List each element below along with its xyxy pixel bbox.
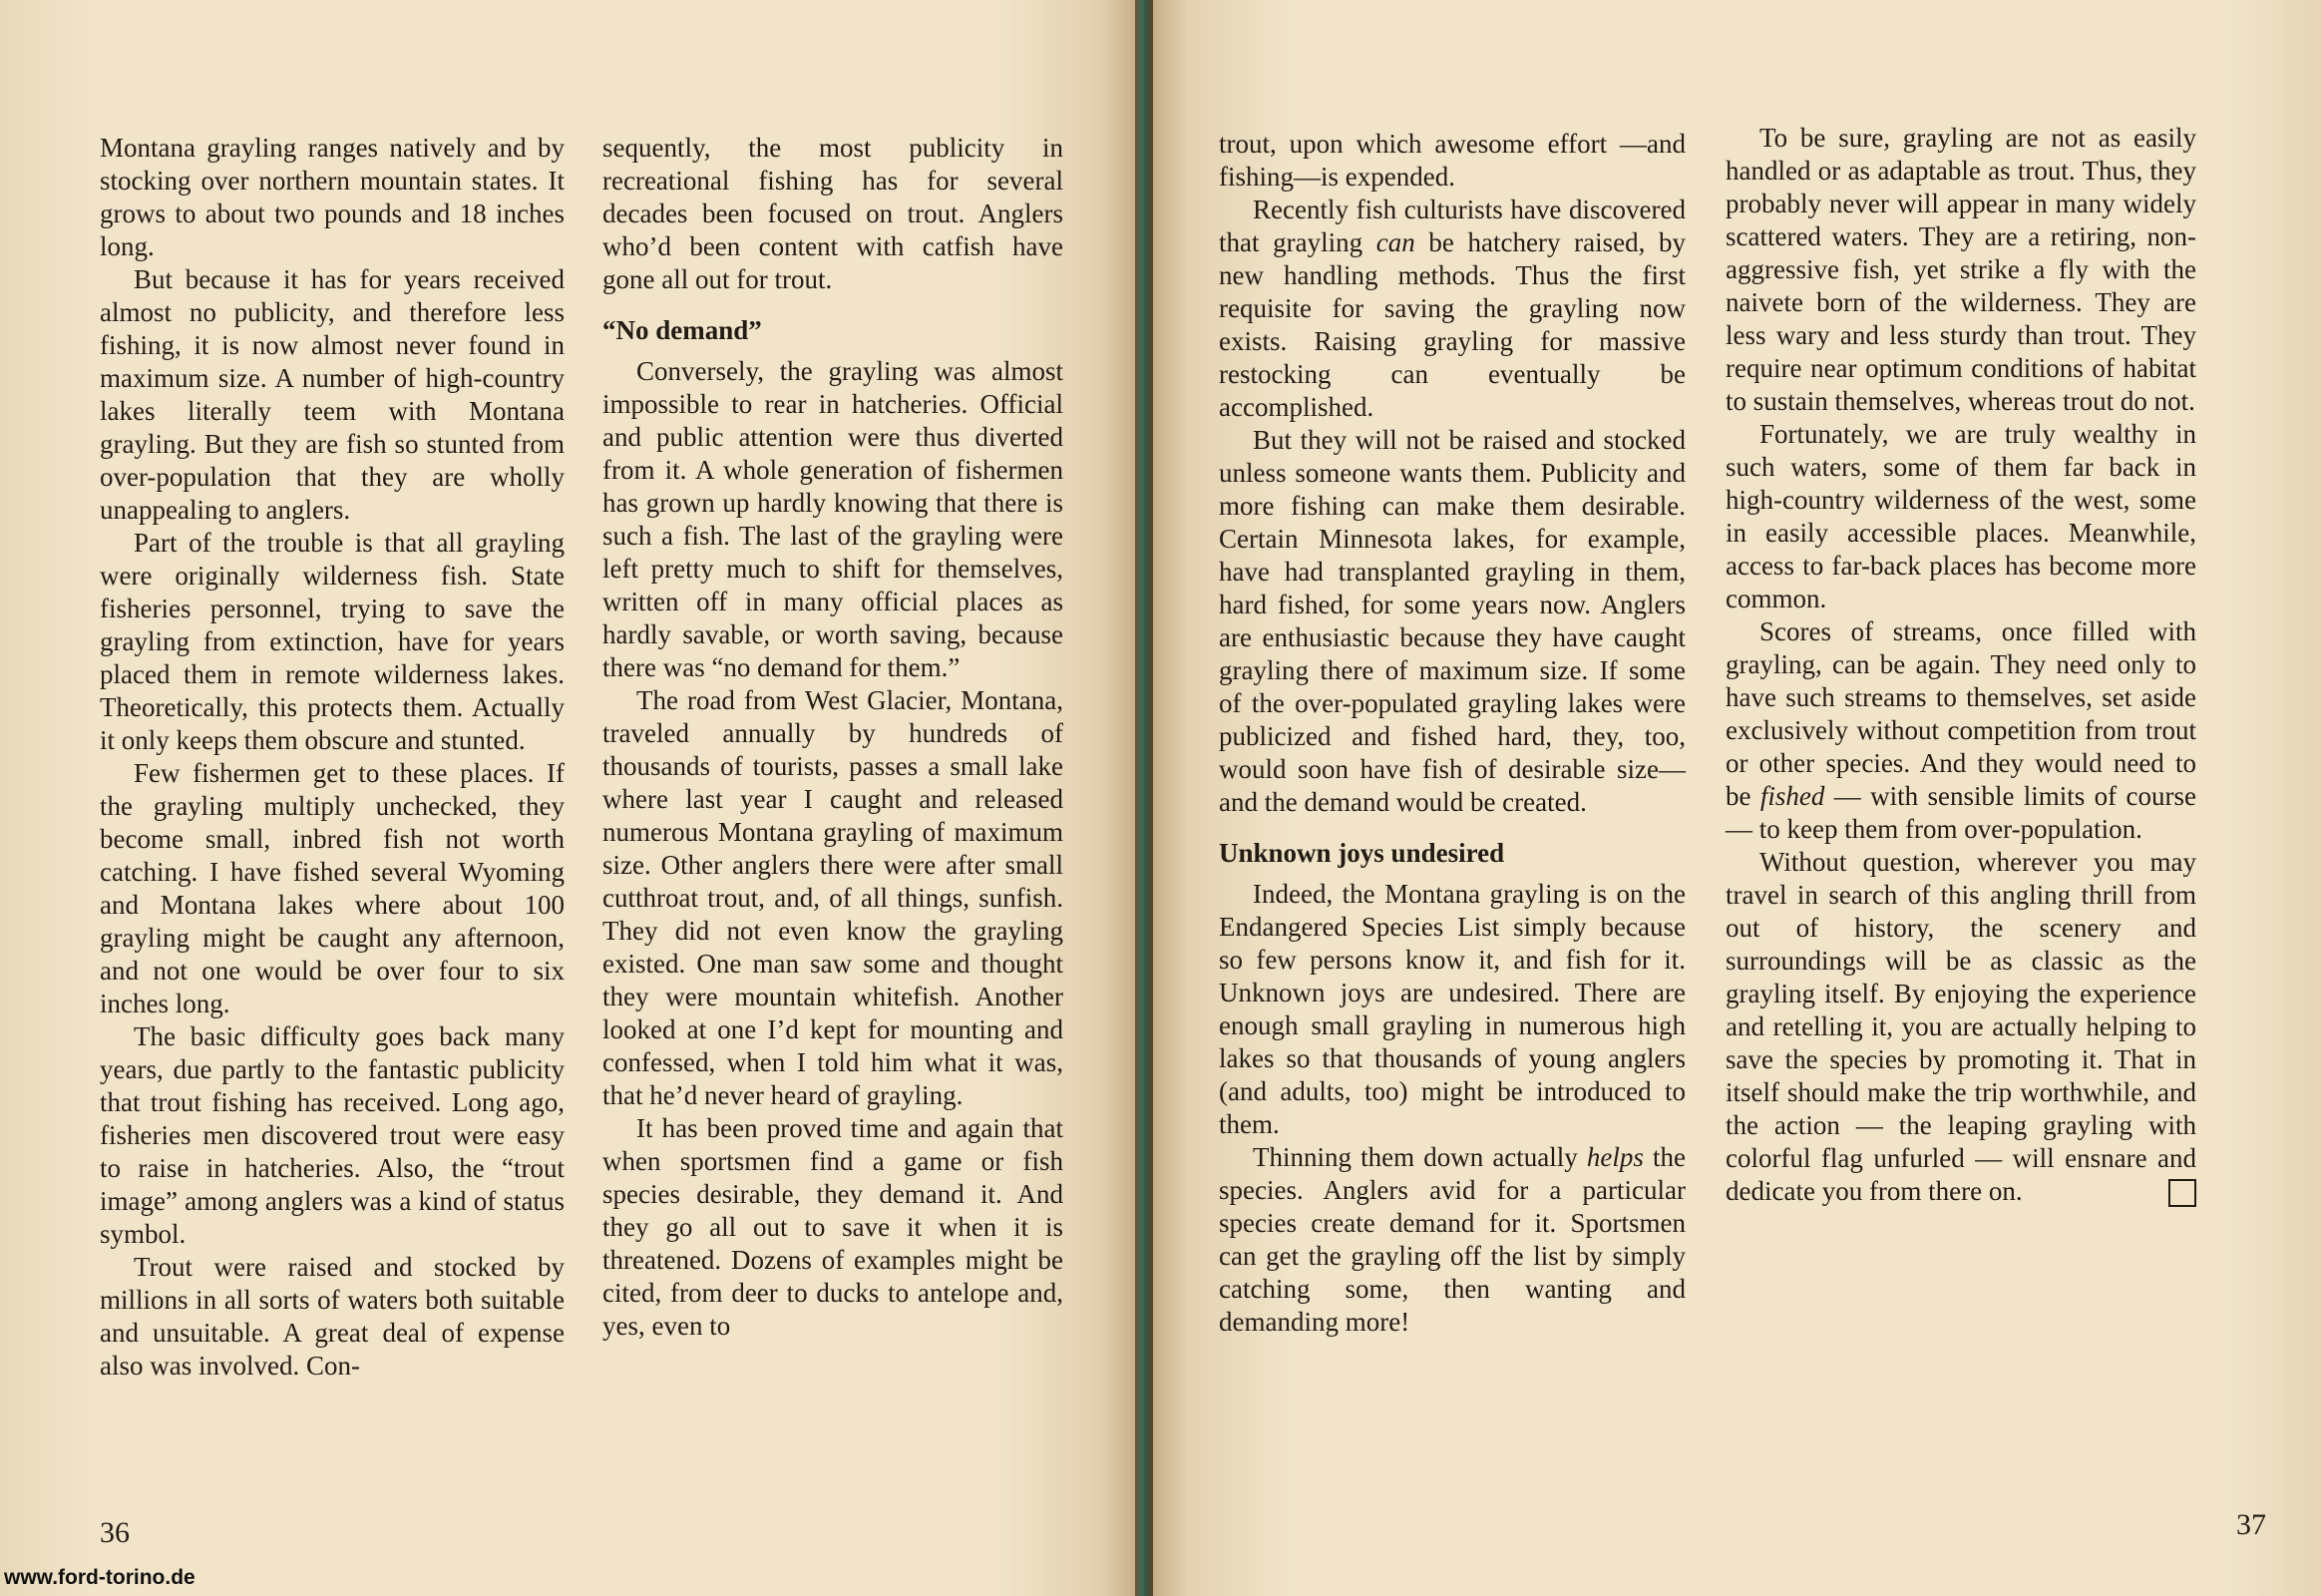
paragraph: Thinning them down actually helps the species. Anglers avid for a particular species create demand for it. Sportsmen can get the grayling off the list by simply catching some, then wanting and demanding more! [1219,1142,1686,1337]
paragraph: But because it has for years received almost no publicity, and therefore less fishing, it is now almost never found in maximum size. A number of high-country lakes literally teem with Montana grayling. But they are fish so stunted from over-population that they are wholly unappealing to anglers. [100,264,565,525]
paragraph: Conversely, the grayling was almost impossible to rear in hatcheries. Official and public attention were thus diverted from it. A whole generation of fishermen has grown up hardly knowing that there is such a fish. The last of the grayling were left pretty much to shift for themselves, written off in many official places as hardly savable, or worth saving, because there was “no demand for them.” [602,356,1063,682]
binding-gutter [1135,0,1153,1596]
paragraph: Part of the trouble is that all grayling were originally wilderness fish. State fisheries personnel, trying to save the grayling from extinction, have for years placed them in remote wilderness lakes. Theoretically, this protects them. Actually it only keeps them obscure and stunted. [100,528,565,755]
paragraph: The basic difficulty goes back many years, due partly to the fantastic publicity that trout fishing has received. Long ago, fisheries men discovered trout were easy to raise in hatcheries. Also, the “trout image” among anglers was a kind of status symbol. [100,1021,565,1249]
paragraph: sequently, the most publicity in recreational fishing has for several decades been focused on trout. Anglers who’d been content with catfish have gone all out for trout. [602,133,1063,294]
paragraph: Without question, wherever you may travel in search of this angling thrill from out of history, the scenery and surroundings will be as classic as the grayling itself. By enjoying the experience and retelling it, you are actually helping to save the species by promoting it. That in itself should make the trip worthwhile, and the action — the leaping grayling with colorful flag unfurled — will ensnare and dedicate you from there on. [1726,847,2196,1206]
column-2 [602,132,1063,1343]
paragraph: trout, upon which awesome effort —and fishing—is expended. [1219,129,1686,192]
column-4 [1726,122,2196,1208]
paragraph: Trout were raised and stocked by millions in all sorts of waters both suitable and unsuitable. A great deal of expense also was involved. Con- [100,1252,565,1381]
right-page [1153,0,2322,1596]
paragraph: But they will not be raised and stocked unless someone wants them. Publicity and more fishing can make them desirable. Certain Minnesota lakes, for example, have had transplanted grayling in them, hard fished, for some years now. Anglers are enthusiastic because they have caught grayling there of maximum size. If some of the over-populated grayling lakes were publicized and fished hard, they, too, would soon have fish of desirable size—and the demand would be created. [1219,425,1686,817]
watermark: www.ford-torino.de [4,1566,195,1589]
paragraph: Montana grayling ranges natively and by stocking over northern mountain states. It grows to about two pounds and 18 inches long. [100,133,565,261]
paragraph: Indeed, the Montana grayling is on the Endangered Species List simply because so few persons know it, and fish for it. Unknown joys are undesired. There are enough small grayling in numerous high lakes so that thousands of young anglers (and adults, too) might be introduced to them. [1219,879,1686,1139]
left-page [0,0,1135,1596]
paragraph: It has been proved time and again that when sportsmen find a game or fish species desirable, they demand it. And they go all out to save it when it is threatened. Dozens of examples might be cited, from deer to ducks to antelope and, yes, even to [602,1113,1063,1341]
paragraph: Scores of streams, once filled with grayling, can be again. They need only to have such streams to themselves, set aside exclusively without competition from trout or other species. And they would need to be fished — with sensible limits of course — to keep them from over-population. [1726,616,2197,844]
page-number-left: 36 [100,1516,130,1549]
section-heading-no-demand: “No demand” [602,315,762,345]
paragraph: Recently fish culturists have discovered that grayling can be hatchery raised, by new handling methods. Thus the first requisite for saving the grayling now exists. Raising grayling for massive restocking can eventually be accomplished. [1219,195,1686,422]
column-1 [100,132,565,1383]
column-3 [1219,128,1686,1339]
paragraph: To be sure, grayling are not as easily handled or as adaptable as trout. Thus, they probably never will appear in many widely scattered waters. They are a retiring, non-aggressive fish, yet strike a fly with the naivete born of the wilderness. They are less wary and less sturdy than trout. They require near optimum conditions of habitat to sustain themselves, whereas trout do not. [1726,123,2196,416]
paragraph: The road from West Glacier, Montana, traveled annually by hundreds of thousands of tourists, passes a small lake where last year I caught and released numerous Montana grayling of maximum size. Other anglers there were after small cutthroat trout, and, of all things, sunfish. They did not even know the grayling existed. One man saw some and thought they were mountain whitefish. Another looked at one I’d kept for mounting and confessed, when I told him what it was, that he’d never heard of grayling. [602,685,1063,1110]
paragraph: Fortunately, we are truly wealthy in such waters, some of them far back in high-country wilderness of the west, some in easily accessible places. Meanwhile, access to far-back places has become more common. [1726,419,2196,613]
paragraph: Few fishermen get to these places. If the grayling multiply unchecked, they become small, inbred fish not worth catching. I have fished several Wyoming and Montana lakes where about 100 grayling might be caught any afternoon, and not one would be over four to six inches long. [100,758,565,1018]
page-number-right: 37 [2236,1508,2266,1541]
section-heading-unknown-joys: Unknown joys undesired [1219,838,1505,868]
end-mark-icon [2168,1179,2196,1207]
